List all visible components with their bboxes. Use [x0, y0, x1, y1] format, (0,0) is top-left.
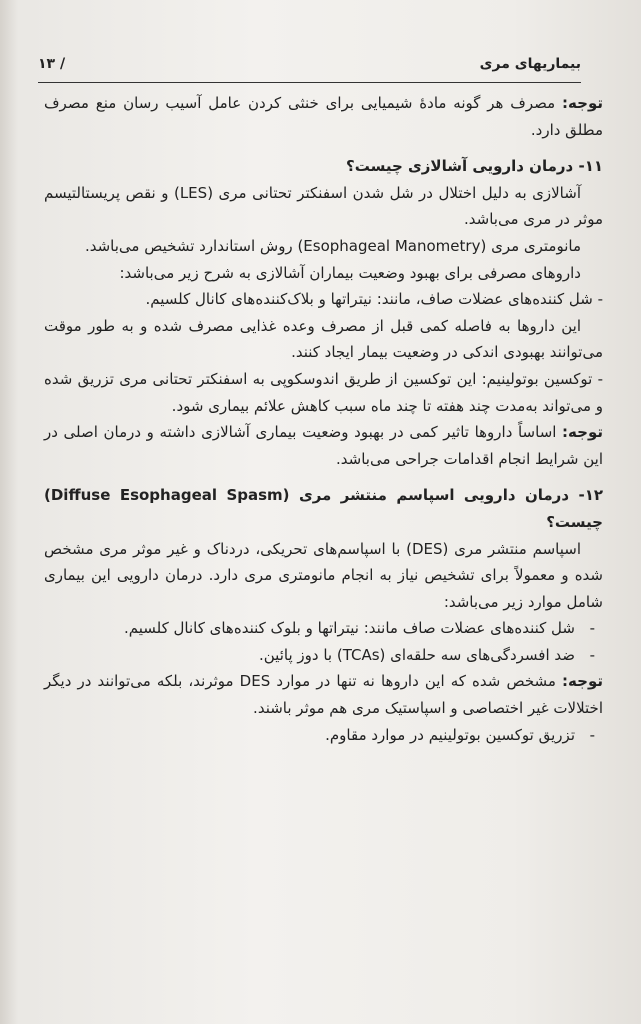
note-label: توجه:	[562, 672, 603, 691]
list-item: - توکسین بوتولینیم: این توکسین از طریق اندوسکوپی به اسفنکتر تحتانی مری تزریق شده و می‌تواند به‌مدت چند هفته تا چند ماه سبب کاهش علائم بیماری شود.	[44, 369, 603, 415]
note-paragraph	[44, 90, 603, 143]
list-item-text: تزریق توکسین بوتولینیم در موارد مقاوم.	[325, 725, 575, 744]
header-rule	[38, 82, 581, 83]
list-item	[44, 722, 603, 749]
question-11-heading: ۱۱- درمان دارویی آشالازی چیست؟	[346, 157, 603, 176]
question-12-heading: ۱۲- درمان دارویی اسپاسم منتشر مری (Diffuse Esophageal Spasm) چیست؟	[44, 486, 603, 531]
chapter-title: بیماریهای مری	[479, 56, 581, 72]
bullet-dash: -	[589, 725, 595, 744]
bullet-dash: -	[589, 619, 595, 638]
note-label: توجه:	[562, 423, 603, 442]
page-shadow	[0, 0, 18, 1024]
paragraph: مانومتری مری (Esophageal Manometry) روش استاندارد تشخیص می‌باشد.	[84, 236, 581, 255]
paragraph: داروهای مصرفی برای بهبود وضعیت بیماران آشالازی به شرح زیر می‌باشد:	[119, 263, 581, 282]
paragraph: این داروها به فاصله کمی قبل از مصرف وعده غذایی مصرف شده و به طور موقت می‌توانند بهبودی اندکی در وضعیت بیمار ایجاد کنند.	[44, 316, 603, 362]
note-text: اساساً داروها تاثیر کمی در بهبود وضعیت بیماری آشالازی داشته و درمان اصلی در این شرایط انجام اقدامات جراحی می‌باشد.	[44, 423, 603, 468]
page-content	[44, 90, 603, 748]
list-item: - شل کننده‌های عضلات صاف، مانند: نیتراتها و بلاک‌کننده‌های کانال کلسیم.	[145, 290, 603, 309]
bullet-dash: -	[589, 645, 595, 664]
list-item-text: ضد افسردگی‌های سه حلقه‌ای (TCAs) با دوز پائین.	[258, 645, 575, 664]
list-item	[44, 615, 603, 642]
note-label: توجه:	[562, 94, 603, 112]
paragraph: آشالازی به دلیل اختلال در شل شدن اسفنکتر تحتانی مری (LES) و نقص پریستالتیسم موثر در مری می‌باشد.	[44, 183, 603, 229]
note-text: مصرف هر گونه مادهٔ شیمیایی برای خنثی کردن عامل آسیب رسان منع مصرف مطلق دارد.	[44, 94, 603, 139]
list-item-text: شل کننده‌های عضلات صاف مانند: نیتراتها و بلوک کننده‌های کانال کلسیم.	[123, 619, 575, 638]
list-item	[44, 642, 603, 669]
note-paragraph	[44, 668, 603, 721]
note-paragraph	[44, 419, 603, 472]
running-header	[38, 56, 581, 82]
note-text: مشخص شده که این داروها نه تنها در موارد DES موثرند، بلکه می‌توانند در دیگر اختلالات غیر اختصاصی و اسپاستیک مری هم موثر باشند.	[44, 672, 603, 718]
paragraph: اسپاسم منتشر مری (DES) با اسپاسم‌های تحریکی، دردناک و غیر موثر مری مشخص شده و معمولاً برای تشخیص نیاز به انجام مانومتری مری دارد. درمان دارویی این بیماری شامل موارد زیر می‌باشد:	[44, 539, 603, 611]
page-number: / ۱۳	[38, 56, 66, 72]
